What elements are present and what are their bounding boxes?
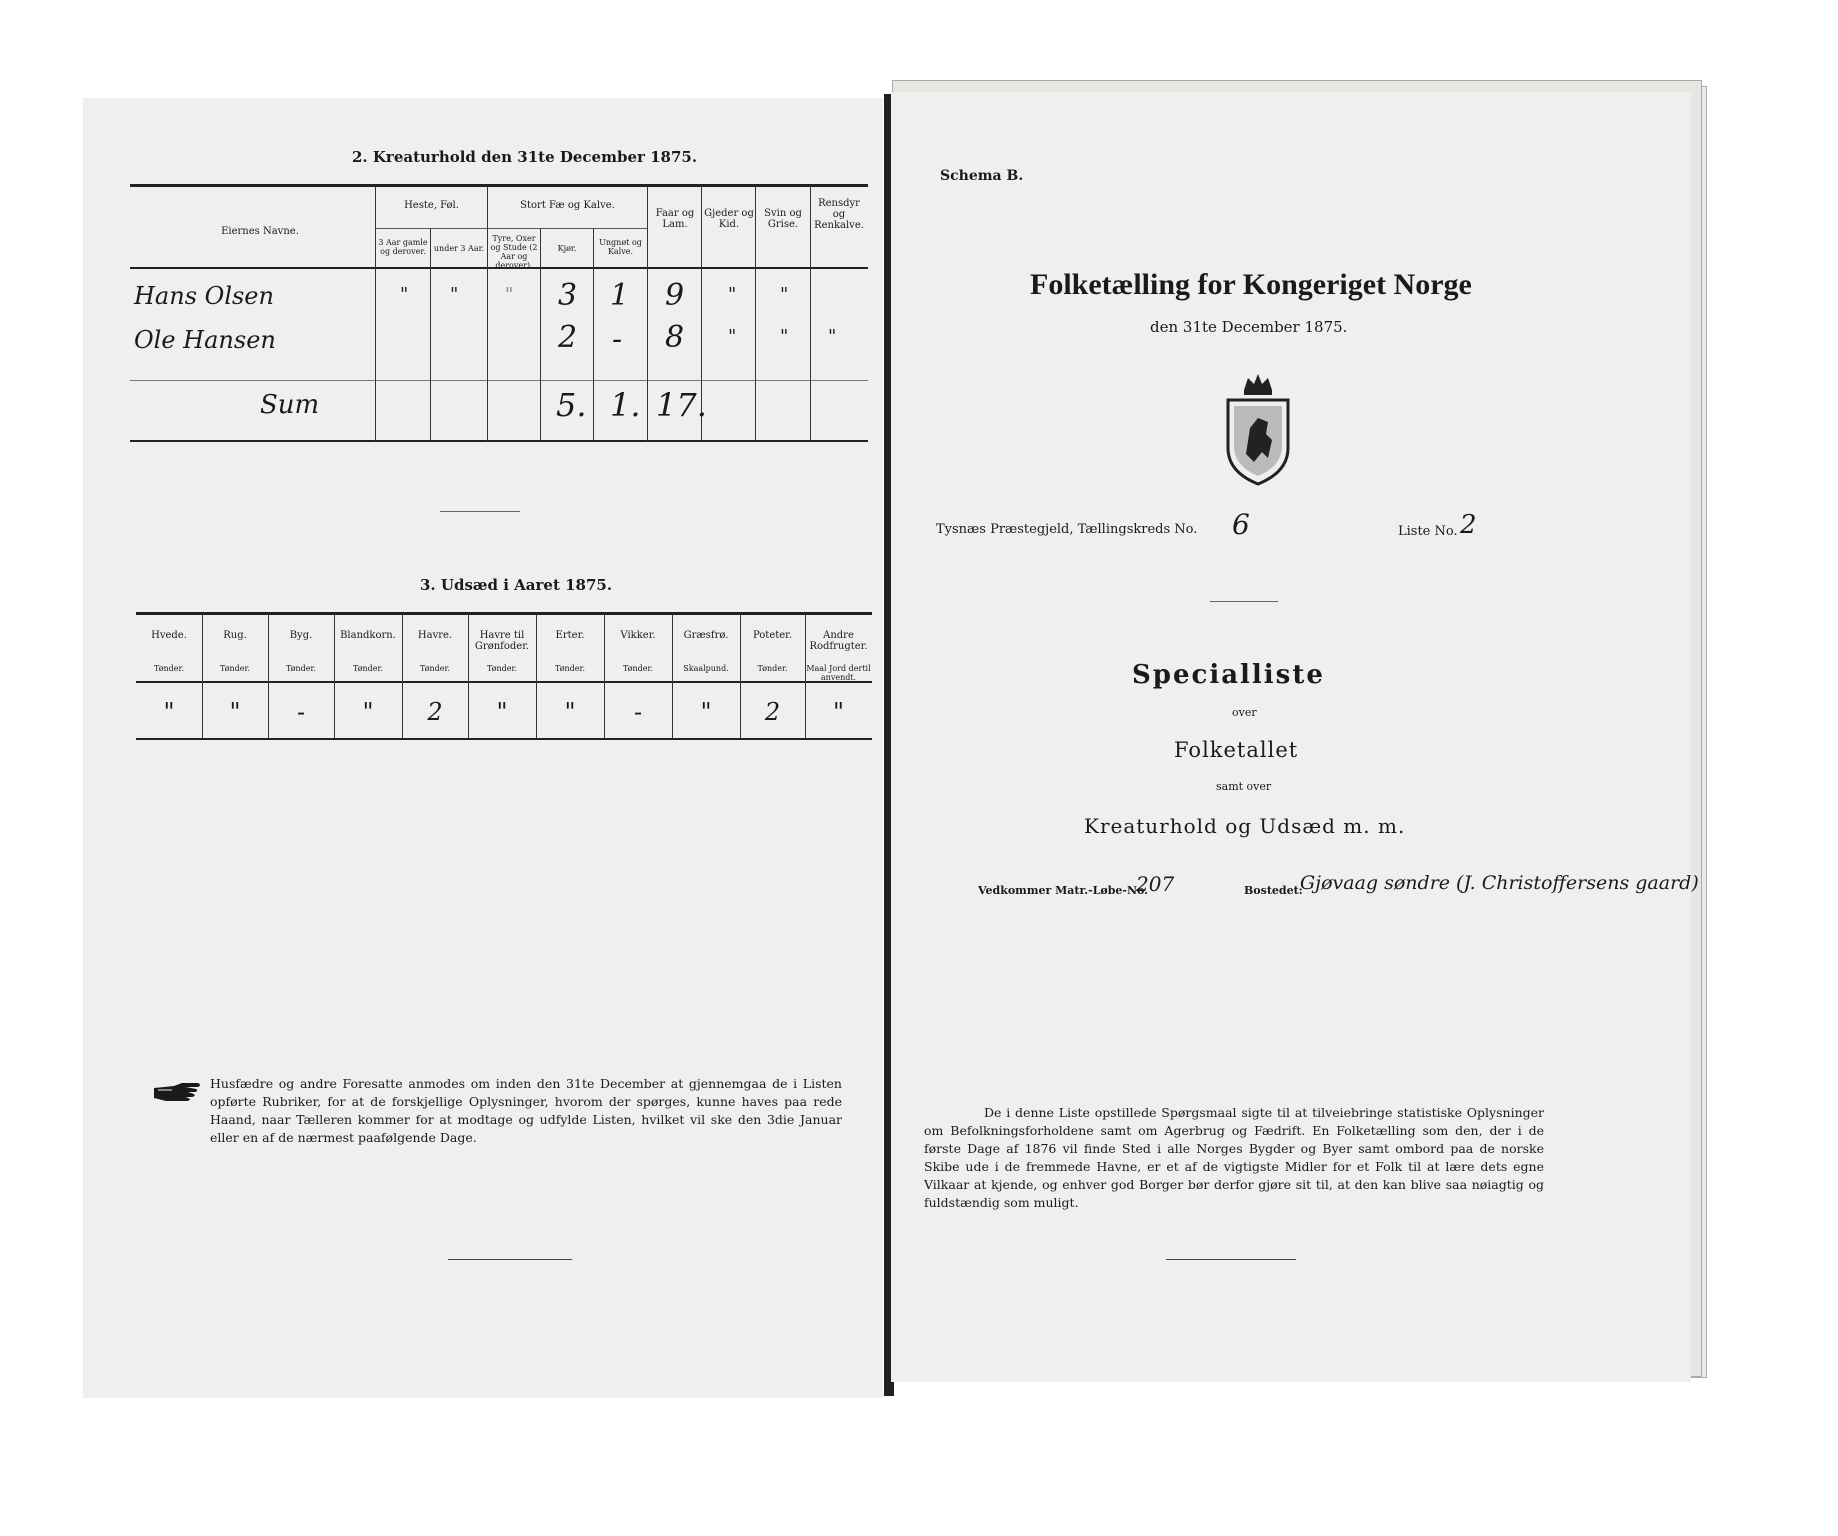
section3-title: 3. Udsæd i Aaret 1875.	[420, 576, 613, 594]
udsaed-col-header: Havre til Grønfoder.	[474, 630, 530, 652]
table-rule	[375, 228, 487, 229]
udsaed-cell: "	[564, 698, 576, 726]
owner-name: Hans Olsen	[134, 282, 274, 310]
cell: 2	[558, 320, 578, 355]
schema-label: Schema B.	[940, 168, 1024, 184]
udsaed-col-header: Poteter.	[752, 630, 793, 641]
col-header-svin: Svin og Grise.	[764, 208, 802, 230]
cell: 3	[558, 278, 578, 313]
over-text: over	[1232, 706, 1257, 719]
col-header-stort: Stort Fæ og Kalve.	[520, 200, 615, 211]
col-divider	[375, 186, 376, 442]
col-header-names: Eiernes Navne.	[221, 226, 299, 237]
cell: "	[728, 284, 737, 305]
udsaed-col-unit: Maal Jord dertil anvendt.	[806, 664, 871, 682]
samt-over-text: samt over	[1216, 780, 1272, 793]
cell: "	[400, 284, 409, 305]
col-header-heste: Heste, Føl.	[404, 200, 459, 211]
col-header-gjeder: Gjeder og Kid.	[704, 208, 754, 230]
kreds-number: 6	[1232, 508, 1250, 541]
udsaed-col-header: Vikker.	[620, 630, 656, 641]
col-divider	[487, 186, 488, 442]
bostedet-label: Bostedet:	[1244, 884, 1303, 897]
folketallet-heading: Folketallet	[1174, 738, 1299, 762]
udsaed-col-header: Rug.	[223, 630, 247, 641]
matr-number: 207	[1136, 872, 1175, 896]
udsaed-col-unit: Tønder.	[554, 664, 586, 673]
col-subheader: 3 Aar gamle og derover.	[378, 238, 428, 256]
liste-number: 2	[1460, 510, 1477, 540]
specialliste-heading: Specialliste	[1132, 660, 1325, 690]
udsaed-cell: 2	[764, 698, 781, 726]
document-title: Folketælling for Kongeriget Norge	[1030, 268, 1472, 301]
cell: "	[505, 284, 514, 305]
separator	[440, 511, 520, 512]
col-subheader: Kjør.	[557, 244, 577, 253]
separator	[1210, 601, 1278, 602]
udsaed-col-header: Andre Rodfrugter.	[809, 630, 868, 652]
udsaed-col-unit: Skaalpund.	[683, 664, 729, 673]
udsaed-col-unit: Tønder.	[153, 664, 185, 673]
cell: "	[780, 326, 789, 347]
cell: -	[612, 322, 623, 357]
udsaed-col-header: Blandkorn.	[340, 630, 396, 641]
pointing-hand-icon	[152, 1080, 204, 1102]
norway-coat-of-arms-icon	[1222, 370, 1294, 488]
udsaed-cell: "	[496, 698, 508, 726]
udsaed-col-unit: Tønder.	[486, 664, 518, 673]
table-rule	[130, 380, 868, 381]
col-subheader: Tyre, Oxer og Stude (2 Aar og derover).	[490, 234, 538, 270]
table-rule	[487, 228, 647, 229]
bostedet-value: Gjøvaag søndre (J. Christoffersens gaard)	[1300, 872, 1699, 894]
col-header-rensdyr: Rensdyr og Renkalve.	[814, 198, 864, 231]
cell: 9	[665, 278, 685, 313]
udsaed-cell: "	[832, 698, 845, 726]
table-rule	[130, 184, 868, 187]
udsaed-col-unit: Tønder.	[285, 664, 317, 673]
parish-label: Tysnæs Præstegjeld, Tællingskreds No.	[936, 522, 1198, 537]
info-paragraph: De i denne Liste opstillede Spørgsmaal sigte til at tilveiebringe statistiske Oplysninger om Befolkningsforholdene samt om Agerbrug og Fædrift. En Folketælling som den, der i de første Dage af 1876 vil finde Sted i alle Norges Bygder og Byer samt ombord paa de norske Skibe ude i de fremmede Havne, er et af de vigtigste Midler for et Folk til at lære dets egne Vilkaar at kjende, og enhver god Borger bør derfor gjøre sit til, at den kan blive saa nøiagtig og fuldstændig som muligt.	[924, 1105, 1544, 1210]
sum-cell: 1.	[610, 386, 641, 424]
cell: "	[780, 284, 789, 305]
table-rule	[130, 440, 868, 442]
col-subheader: Ungnøt og Kalve.	[599, 238, 642, 256]
sum-label: Sum	[260, 390, 320, 420]
udsaed-cell: -	[296, 698, 306, 726]
col-divider	[540, 228, 541, 442]
udsaed-col-unit: Tønder.	[219, 664, 251, 673]
udsaed-col-header: Erter.	[555, 630, 585, 641]
udsaed-col-unit: Tønder.	[622, 664, 654, 673]
udsaed-cell: "	[163, 698, 175, 726]
kreaturhold-heading: Kreaturhold og Udsæd m. m.	[1084, 814, 1406, 838]
udsaed-col-header: Havre.	[417, 630, 453, 641]
col-subheader: under 3 Aar.	[433, 244, 485, 253]
udsaed-col-unit: Tønder.	[352, 664, 384, 673]
owner-name: Ole Hansen	[134, 326, 276, 354]
udsaed-col-header: Græsfrø.	[683, 630, 729, 641]
col-divider	[647, 186, 648, 442]
udsaed-col-header: Hvede.	[151, 630, 187, 641]
table-rule	[136, 681, 872, 683]
col-divider	[593, 228, 594, 442]
udsaed-cell: "	[229, 698, 241, 726]
liste-label: Liste No.	[1398, 524, 1458, 539]
sum-cell: 17.	[656, 386, 707, 424]
section2-title: 2. Kreaturhold den 31te December 1875.	[352, 148, 698, 166]
cell: 1	[610, 278, 630, 313]
udsaed-col-header: Byg.	[289, 630, 313, 641]
udsaed-cell: -	[633, 698, 643, 726]
notice-text: Husfædre og andre Foresatte anmodes om inden den 31te December at gjennemgaa de i Listen opførte Rubriker, for at de forskjellige Oplysninger, hvorom der spørges, kunne haves paa rede Haand, naar Tælleren kommer for at modtage og udfylde Listen, hvilket vil ske den 3die Januar eller en af de nærmest paafølgende Dage.	[210, 1076, 842, 1145]
table-rule	[136, 612, 872, 615]
cell: 8	[665, 320, 685, 355]
col-divider	[755, 186, 756, 442]
matr-label: Vedkommer Matr.-Løbe-No.	[978, 884, 1148, 897]
udsaed-cell: "	[700, 698, 712, 726]
separator	[448, 1259, 572, 1260]
udsaed-cell: 2	[427, 698, 443, 726]
separator	[1166, 1259, 1296, 1260]
udsaed-col-unit: Tønder.	[757, 664, 788, 673]
cell: "	[828, 326, 837, 347]
cell: "	[728, 326, 737, 347]
col-header-faar: Faar og Lam.	[655, 208, 695, 230]
col-divider	[430, 228, 431, 442]
table-rule	[136, 738, 872, 740]
udsaed-cell: "	[362, 698, 374, 726]
document-date: den 31te December 1875.	[1150, 318, 1348, 336]
cell: "	[450, 284, 459, 305]
udsaed-col-unit: Tønder.	[419, 664, 451, 673]
sum-cell: 5.	[556, 386, 587, 424]
